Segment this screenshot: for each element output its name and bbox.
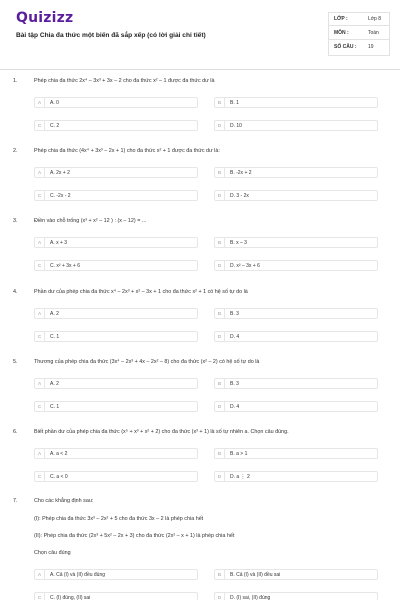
option-a[interactable] [34, 308, 198, 319]
option-text: D. a ⋮ 2 [230, 474, 250, 480]
option-text: D. (I) sai, (II) đúng [230, 595, 271, 600]
option-text: B. 1 [230, 100, 239, 106]
meta-value: Lớp 8 [368, 16, 382, 22]
option-c[interactable] [34, 120, 198, 131]
option-text: B. a > 1 [230, 451, 248, 457]
question-number: 2. [13, 148, 18, 154]
option-letter: D [215, 261, 225, 270]
option-letter: A [35, 238, 45, 247]
option-letter: B [215, 168, 225, 177]
option-text: B. x – 3 [230, 240, 247, 246]
option-letter: B [215, 449, 225, 458]
option-text: C. (I) đúng, (II) sai [50, 595, 91, 600]
option-letter: C [35, 191, 45, 200]
option-letter: B [215, 238, 225, 247]
option-letter: D [215, 593, 225, 600]
option-text: D. 4 [230, 334, 240, 340]
option-text: D. 4 [230, 404, 240, 410]
option-d[interactable] [214, 331, 378, 342]
option-text: D. 3 - 2x [230, 193, 249, 199]
meta-label: SỐ CÂU : [334, 44, 357, 50]
quizizz-logo: Quizizz [16, 10, 74, 26]
statement-2: (II): Phép chia đa thức (2x³ + 5x² – 2x + 3) cho đa thức (2x² – x + 1) là phép chia hết [34, 533, 235, 539]
option-letter: D [215, 121, 225, 130]
option-b[interactable] [214, 378, 378, 389]
question-text: Phép chia đa thức (4x⁴ + 3x³ – 2x + 1) cho đa thức x² + 1 được đa thức dư là: [34, 148, 220, 154]
option-letter: C [35, 593, 45, 600]
option-a[interactable] [34, 569, 198, 580]
option-letter: A [35, 449, 45, 458]
question-number: 7. [13, 498, 18, 504]
option-d[interactable] [214, 260, 378, 271]
option-d[interactable] [214, 592, 378, 600]
option-c[interactable] [34, 401, 198, 412]
option-letter: B [215, 570, 225, 579]
meta-table [328, 12, 390, 54]
option-letter: A [35, 168, 45, 177]
option-text: B. -2x + 2 [230, 170, 252, 176]
option-d[interactable] [214, 190, 378, 201]
question-number: 5. [13, 359, 18, 365]
meta-row-class [328, 12, 390, 26]
option-a[interactable] [34, 167, 198, 178]
meta-label: MÔN : [334, 30, 349, 36]
option-text: C. 1 [50, 404, 60, 410]
option-c[interactable] [34, 190, 198, 201]
worksheet-header [0, 0, 400, 66]
option-letter: A [35, 570, 45, 579]
question-text: Điền vào chỗ trống (x³ + x² – 12 ) : (x – 12) = ... [34, 218, 147, 224]
meta-value: Toán [368, 30, 379, 36]
question-text: Biết phần dư của phép chia đa thức (x⁵ + x³ + x² + 2) cho đa thức (x³ + 1) là số tự nhiên a. Chọn câu đúng. [34, 429, 289, 435]
option-letter: D [215, 402, 225, 411]
option-letter: C [35, 121, 45, 130]
option-text: C. 2 [50, 123, 60, 129]
option-text: C. a < 0 [50, 474, 68, 480]
option-text: A. Cả (I) và (II) đều đúng [50, 572, 106, 578]
option-c[interactable] [34, 331, 198, 342]
option-letter: D [215, 191, 225, 200]
option-d[interactable] [214, 471, 378, 482]
option-text: A. 2x + 2 [50, 170, 70, 176]
option-a[interactable] [34, 97, 198, 108]
option-c[interactable] [34, 592, 198, 600]
option-text: A. a < 2 [50, 451, 68, 457]
option-text: C. -2x - 2 [50, 193, 71, 199]
option-text: C. 1 [50, 334, 60, 340]
option-b[interactable] [214, 569, 378, 580]
option-text: A. 0 [50, 100, 59, 106]
option-c[interactable] [34, 260, 198, 271]
option-letter: C [35, 261, 45, 270]
option-letter: A [35, 98, 45, 107]
worksheet-title: Bài tập Chia đa thức một biến đã sắp xếp (có lời giải chi tiết) [16, 32, 206, 39]
option-text: B. Cả (I) và (II) đều sai [230, 572, 281, 578]
option-letter: B [215, 309, 225, 318]
option-c[interactable] [34, 471, 198, 482]
option-letter: C [35, 332, 45, 341]
option-text: A. x + 3 [50, 240, 68, 246]
option-b[interactable] [214, 308, 378, 319]
option-a[interactable] [34, 378, 198, 389]
option-d[interactable] [214, 401, 378, 412]
statement-1: (I): Phép chia đa thức 3x³ – 2x² + 5 cho đa thức 3x – 2 là phép chia hết [34, 516, 204, 522]
option-a[interactable] [34, 448, 198, 459]
option-text: D. x² – 3x + 6 [230, 263, 260, 269]
option-letter: B [215, 379, 225, 388]
choose-prompt: Chọn câu đúng [34, 550, 71, 556]
header-divider [0, 69, 400, 70]
option-letter: D [215, 332, 225, 341]
question-number: 1. [13, 78, 18, 84]
option-text: D. 10 [230, 123, 242, 129]
option-letter: A [35, 379, 45, 388]
option-text: A. 2 [50, 381, 59, 387]
question-number: 4. [13, 289, 18, 295]
option-d[interactable] [214, 120, 378, 131]
question-text: Cho các khẳng định sau: [34, 498, 94, 504]
option-b[interactable] [214, 448, 378, 459]
question-number: 6. [13, 429, 18, 435]
option-letter: C [35, 472, 45, 481]
meta-row-count [328, 40, 390, 54]
option-b[interactable] [214, 167, 378, 178]
question-text: Thương của phép chia đa thức (3x⁴ – 2x³ + 4x – 2x² – 8) cho đa thức (x² – 2) có hệ số tự do là [34, 359, 260, 365]
option-a[interactable] [34, 237, 198, 248]
option-text: B. 3 [230, 311, 239, 317]
option-b[interactable] [214, 97, 378, 108]
option-letter: A [35, 309, 45, 318]
option-text: C. x² + 3x + 6 [50, 263, 81, 269]
option-text: A. 2 [50, 311, 59, 317]
meta-label: LỚP : [334, 16, 348, 22]
meta-row-subject [328, 26, 390, 40]
question-text: Phần dư của phép chia đa thức x⁴ – 2x³ + x² – 3x + 1 cho đa thức x² + 1 có hệ số tự do là [34, 289, 248, 295]
option-letter: C [35, 402, 45, 411]
question-number: 3. [13, 218, 18, 224]
meta-value: 19 [368, 44, 374, 50]
option-letter: D [215, 472, 225, 481]
option-b[interactable] [214, 237, 378, 248]
question-text: Phép chia đa thức 2x⁴ – 3x³ + 3x – 2 cho đa thức x² – 1 được đa thức dư là [34, 78, 215, 84]
option-letter: B [215, 98, 225, 107]
option-text: B. 3 [230, 381, 239, 387]
